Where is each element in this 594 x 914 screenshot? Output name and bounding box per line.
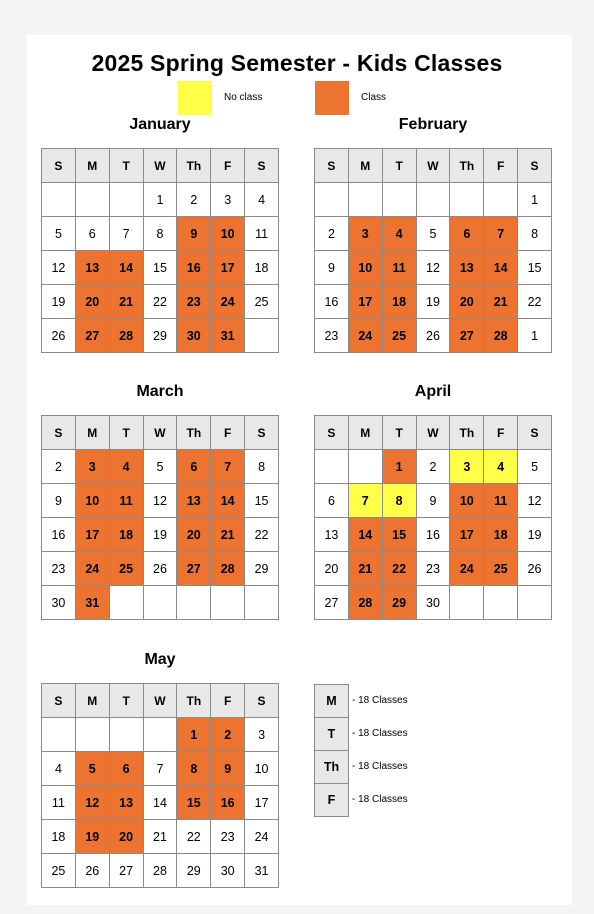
day-cell	[109, 183, 143, 217]
day-cell: 17	[75, 518, 109, 552]
day-cell: 13	[75, 251, 109, 285]
week-row	[315, 484, 552, 518]
day-cell: 4	[382, 217, 416, 251]
day-cell: 23	[211, 820, 245, 854]
day-cell: 12	[42, 251, 76, 285]
weekday-header: Th	[177, 149, 211, 183]
week-row	[315, 586, 552, 620]
weekday-header: M	[75, 684, 109, 718]
day-cell: 22	[382, 552, 416, 586]
week-row	[315, 251, 552, 285]
day-cell: 15	[518, 251, 552, 285]
day-cell: 19	[75, 820, 109, 854]
weekday-header: S	[315, 149, 349, 183]
weekday-header: F	[211, 684, 245, 718]
weekday-header: S	[518, 416, 552, 450]
day-cell: 24	[75, 552, 109, 586]
week-row	[42, 586, 279, 620]
day-cell: 6	[177, 450, 211, 484]
day-cell: 2	[177, 183, 211, 217]
week-row	[315, 285, 552, 319]
weekday-header: M	[348, 416, 382, 450]
day-cell: 25	[484, 552, 518, 586]
day-cell: 5	[416, 217, 450, 251]
day-cell: 3	[348, 217, 382, 251]
day-cell	[450, 586, 484, 620]
day-cell: 21	[484, 285, 518, 319]
day-cell	[177, 586, 211, 620]
summary-count: - 18 Classes	[352, 761, 408, 772]
day-cell: 14	[109, 251, 143, 285]
day-cell: 26	[42, 319, 76, 353]
day-cell: 25	[42, 854, 76, 888]
day-cell: 2	[42, 450, 76, 484]
day-cell: 10	[450, 484, 484, 518]
day-cell: 14	[348, 518, 382, 552]
weekday-header-row	[42, 684, 279, 718]
day-cell	[416, 183, 450, 217]
day-cell	[75, 718, 109, 752]
day-cell: 23	[177, 285, 211, 319]
summary-count: - 18 Classes	[352, 794, 408, 805]
week-row	[315, 217, 552, 251]
day-cell: 4	[245, 183, 279, 217]
day-cell: 15	[143, 251, 177, 285]
weekday-header: S	[42, 684, 76, 718]
day-cell: 5	[42, 217, 76, 251]
day-cell: 25	[382, 319, 416, 353]
day-cell: 8	[382, 484, 416, 518]
weekday-header: S	[518, 149, 552, 183]
day-cell	[382, 183, 416, 217]
day-cell: 25	[109, 552, 143, 586]
day-cell: 4	[484, 450, 518, 484]
week-row	[42, 217, 279, 251]
day-cell	[245, 319, 279, 353]
day-cell: 10	[211, 217, 245, 251]
weekday-header: S	[245, 149, 279, 183]
day-cell: 18	[42, 820, 76, 854]
day-cell: 16	[315, 285, 349, 319]
day-cell: 23	[416, 552, 450, 586]
day-cell: 12	[518, 484, 552, 518]
day-cell: 10	[75, 484, 109, 518]
month-name: May	[144, 651, 176, 668]
day-cell: 19	[143, 518, 177, 552]
day-cell: 1	[518, 183, 552, 217]
day-cell: 27	[450, 319, 484, 353]
day-cell: 6	[75, 217, 109, 251]
weekday-header: T	[382, 416, 416, 450]
day-cell: 11	[382, 251, 416, 285]
day-cell: 29	[245, 552, 279, 586]
day-cell: 20	[177, 518, 211, 552]
month-name: April	[414, 383, 452, 400]
weekday-header: Th	[177, 684, 211, 718]
day-cell: 1	[518, 319, 552, 353]
day-cell: 6	[450, 217, 484, 251]
weekday-header: M	[348, 149, 382, 183]
day-cell: 25	[245, 285, 279, 319]
day-cell: 28	[348, 586, 382, 620]
day-cell: 7	[109, 217, 143, 251]
day-cell: 15	[382, 518, 416, 552]
weekday-header: F	[484, 149, 518, 183]
day-cell: 19	[518, 518, 552, 552]
month-grid	[41, 683, 279, 888]
weekday-header: T	[109, 684, 143, 718]
day-cell: 17	[211, 251, 245, 285]
summary-count: - 18 Classes	[352, 695, 408, 706]
weekday-header-row	[42, 149, 279, 183]
day-cell: 3	[75, 450, 109, 484]
day-cell: 29	[177, 854, 211, 888]
day-cell: 21	[348, 552, 382, 586]
day-cell: 1	[382, 450, 416, 484]
week-row	[42, 718, 279, 752]
day-cell: 26	[75, 854, 109, 888]
day-cell: 11	[245, 217, 279, 251]
day-cell: 17	[348, 285, 382, 319]
weekday-header: M	[75, 416, 109, 450]
day-cell: 22	[143, 285, 177, 319]
day-cell	[315, 450, 349, 484]
day-cell: 20	[75, 285, 109, 319]
weekday-header: S	[42, 416, 76, 450]
day-cell: 17	[450, 518, 484, 552]
weekday-header: T	[382, 149, 416, 183]
weekday-header: Th	[177, 416, 211, 450]
day-cell: 31	[75, 586, 109, 620]
day-cell: 13	[109, 786, 143, 820]
day-cell: 14	[484, 251, 518, 285]
day-cell	[484, 183, 518, 217]
day-cell: 4	[109, 450, 143, 484]
week-row	[42, 518, 279, 552]
weekday-header: T	[109, 149, 143, 183]
weekday-header: Th	[450, 149, 484, 183]
day-cell: 31	[245, 854, 279, 888]
day-cell	[245, 586, 279, 620]
weekday-header-row	[315, 416, 552, 450]
day-cell: 20	[450, 285, 484, 319]
page-title: 2025 Spring Semester - Kids Classes	[91, 50, 503, 76]
day-cell: 21	[143, 820, 177, 854]
month-name: January	[129, 116, 191, 133]
day-cell: 10	[348, 251, 382, 285]
day-cell: 30	[211, 854, 245, 888]
day-cell: 11	[42, 786, 76, 820]
summary-day: T	[314, 717, 349, 751]
day-cell	[143, 586, 177, 620]
day-cell	[484, 586, 518, 620]
day-cell: 24	[211, 285, 245, 319]
day-cell: 8	[177, 752, 211, 786]
day-cell: 10	[245, 752, 279, 786]
day-cell: 27	[315, 586, 349, 620]
month-grid	[314, 415, 552, 620]
day-cell: 16	[42, 518, 76, 552]
no-class-legend-swatch	[178, 81, 212, 115]
day-cell: 21	[211, 518, 245, 552]
day-cell: 16	[416, 518, 450, 552]
day-cell	[75, 183, 109, 217]
weekday-header: F	[211, 149, 245, 183]
class-legend-label: Class	[361, 92, 387, 103]
week-row	[42, 552, 279, 586]
summary-count: - 18 Classes	[352, 728, 408, 739]
month-may	[41, 651, 279, 888]
day-cell: 6	[109, 752, 143, 786]
week-row	[42, 285, 279, 319]
day-cell: 12	[416, 251, 450, 285]
day-cell: 4	[42, 752, 76, 786]
day-cell: 19	[42, 285, 76, 319]
day-cell: 9	[42, 484, 76, 518]
day-cell: 28	[484, 319, 518, 353]
weekday-header: W	[143, 416, 177, 450]
day-cell: 7	[348, 484, 382, 518]
day-cell: 26	[416, 319, 450, 353]
day-cell	[42, 718, 76, 752]
weekday-header: S	[245, 416, 279, 450]
day-cell: 13	[450, 251, 484, 285]
day-cell: 24	[245, 820, 279, 854]
weekday-header: S	[245, 684, 279, 718]
day-cell: 28	[109, 319, 143, 353]
week-row	[315, 450, 552, 484]
week-row	[42, 752, 279, 786]
month-january	[41, 116, 279, 353]
week-row	[42, 450, 279, 484]
weekday-header: W	[416, 149, 450, 183]
day-cell: 19	[416, 285, 450, 319]
day-cell: 31	[211, 319, 245, 353]
week-row	[42, 251, 279, 285]
day-cell: 9	[315, 251, 349, 285]
day-cell: 27	[177, 552, 211, 586]
weekday-header-row	[42, 416, 279, 450]
day-cell: 26	[518, 552, 552, 586]
day-cell: 16	[211, 786, 245, 820]
day-cell: 22	[245, 518, 279, 552]
day-cell: 30	[42, 586, 76, 620]
week-row	[315, 552, 552, 586]
day-cell: 24	[348, 319, 382, 353]
day-cell: 6	[315, 484, 349, 518]
day-cell: 13	[315, 518, 349, 552]
day-cell: 30	[177, 319, 211, 353]
weekday-header: S	[315, 416, 349, 450]
weekday-header: M	[75, 149, 109, 183]
day-cell: 27	[75, 319, 109, 353]
day-cell: 29	[382, 586, 416, 620]
day-cell: 7	[211, 450, 245, 484]
day-cell: 14	[143, 786, 177, 820]
day-cell: 23	[315, 319, 349, 353]
day-cell: 1	[177, 718, 211, 752]
day-cell: 15	[245, 484, 279, 518]
day-cell: 20	[109, 820, 143, 854]
weekday-header: W	[143, 684, 177, 718]
day-cell: 7	[484, 217, 518, 251]
day-cell: 27	[109, 854, 143, 888]
day-cell: 18	[484, 518, 518, 552]
weekday-header: W	[416, 416, 450, 450]
no-class-legend-label: No class	[224, 92, 263, 103]
month-grid	[41, 415, 279, 620]
week-row	[42, 854, 279, 888]
day-cell	[348, 450, 382, 484]
weekday-header: Th	[450, 416, 484, 450]
day-cell: 2	[315, 217, 349, 251]
day-cell: 14	[211, 484, 245, 518]
day-cell: 28	[211, 552, 245, 586]
day-cell: 20	[315, 552, 349, 586]
day-cell	[450, 183, 484, 217]
day-cell: 16	[177, 251, 211, 285]
day-cell: 28	[143, 854, 177, 888]
day-cell: 12	[143, 484, 177, 518]
day-cell	[143, 718, 177, 752]
class-legend-swatch	[315, 81, 349, 115]
month-grid	[41, 148, 279, 353]
day-cell: 12	[75, 786, 109, 820]
weekday-header: F	[484, 416, 518, 450]
day-cell: 3	[211, 183, 245, 217]
day-cell	[315, 183, 349, 217]
day-cell: 9	[211, 752, 245, 786]
day-cell: 5	[518, 450, 552, 484]
day-cell: 18	[382, 285, 416, 319]
weekday-header: F	[211, 416, 245, 450]
day-cell: 9	[177, 217, 211, 251]
day-cell: 11	[484, 484, 518, 518]
weekday-header: S	[42, 149, 76, 183]
day-cell: 2	[416, 450, 450, 484]
day-cell: 30	[416, 586, 450, 620]
day-cell: 8	[143, 217, 177, 251]
weekday-header-row	[315, 149, 552, 183]
day-cell: 3	[450, 450, 484, 484]
month-name: March	[136, 383, 184, 400]
day-cell: 22	[177, 820, 211, 854]
month-grid	[314, 148, 552, 353]
month-february	[314, 116, 552, 353]
week-row	[42, 484, 279, 518]
day-cell	[211, 586, 245, 620]
day-cell: 9	[416, 484, 450, 518]
day-cell: 8	[245, 450, 279, 484]
week-row	[315, 183, 552, 217]
weekday-header: T	[109, 416, 143, 450]
summary-day: F	[314, 783, 349, 817]
summary-day: M	[314, 684, 349, 718]
weekday-header: W	[143, 149, 177, 183]
week-row	[42, 786, 279, 820]
day-cell	[109, 586, 143, 620]
day-cell: 18	[109, 518, 143, 552]
day-cell	[348, 183, 382, 217]
month-name: February	[398, 116, 468, 133]
month-march	[41, 383, 279, 620]
week-row	[315, 319, 552, 353]
day-cell: 15	[177, 786, 211, 820]
day-cell: 2	[211, 718, 245, 752]
summary-day: Th	[314, 750, 349, 784]
day-cell: 11	[109, 484, 143, 518]
day-cell: 26	[143, 552, 177, 586]
day-cell: 7	[143, 752, 177, 786]
day-cell: 17	[245, 786, 279, 820]
day-cell: 8	[518, 217, 552, 251]
day-cell: 3	[245, 718, 279, 752]
day-cell: 21	[109, 285, 143, 319]
day-cell: 22	[518, 285, 552, 319]
month-april	[314, 383, 552, 620]
day-cell: 1	[143, 183, 177, 217]
week-row	[42, 319, 279, 353]
day-cell: 29	[143, 319, 177, 353]
day-cell: 24	[450, 552, 484, 586]
day-cell: 5	[75, 752, 109, 786]
day-cell: 5	[143, 450, 177, 484]
week-row	[42, 183, 279, 217]
day-cell	[42, 183, 76, 217]
week-row	[42, 820, 279, 854]
day-cell: 13	[177, 484, 211, 518]
day-cell: 23	[42, 552, 76, 586]
day-cell: 18	[245, 251, 279, 285]
week-row	[315, 518, 552, 552]
day-cell	[518, 586, 552, 620]
day-cell	[109, 718, 143, 752]
